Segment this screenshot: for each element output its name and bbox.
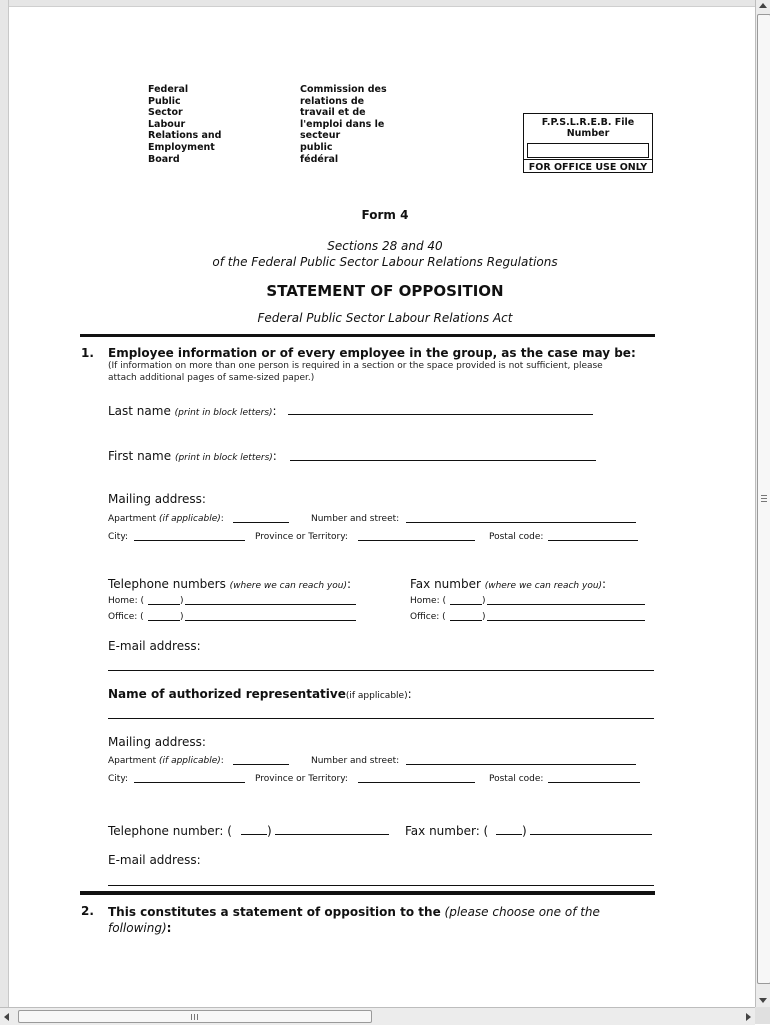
office-fax-field[interactable] bbox=[487, 610, 645, 621]
rep-city-field[interactable] bbox=[134, 771, 245, 783]
colon: : bbox=[272, 404, 277, 418]
regulations-reference: of the Federal Public Sector Labour Relations Regulations bbox=[212, 255, 558, 269]
paren-close: ) bbox=[180, 596, 184, 606]
note-line: (If information on more than one person is required in a section or the space provided is not sufficient, please bbox=[108, 361, 603, 371]
section-1-heading: Employee information or of every employee in the group, as the case may be: bbox=[108, 346, 636, 360]
vertical-scrollbar[interactable] bbox=[755, 0, 770, 1007]
board-name-english bbox=[148, 84, 221, 165]
section-1-note bbox=[108, 360, 603, 384]
rep-street-field[interactable] bbox=[406, 753, 636, 765]
header-line: secteur bbox=[300, 130, 341, 142]
file-number-label bbox=[524, 117, 652, 139]
rep-email-label: E-mail address: bbox=[108, 853, 201, 867]
rep-postal-code-label: Postal code: bbox=[489, 774, 544, 784]
last-name-label bbox=[108, 404, 277, 418]
section-2-text bbox=[108, 904, 628, 936]
first-name-label bbox=[108, 449, 277, 463]
where-reach-hint: (where we can reach you) bbox=[229, 581, 347, 591]
file-number-box bbox=[523, 113, 653, 173]
paren-close: ) bbox=[267, 824, 272, 838]
if-applicable-hint: (if applicable) bbox=[159, 514, 221, 524]
rep-street-label: Number and street: bbox=[311, 756, 400, 766]
last-name-text: Last name bbox=[108, 404, 171, 418]
header-line: fédéral bbox=[300, 153, 339, 165]
home-fax-field[interactable] bbox=[487, 594, 645, 605]
province-label: Province or Territory: bbox=[255, 532, 348, 542]
email-label: E-mail address: bbox=[108, 639, 201, 653]
header-line: Labour bbox=[148, 118, 186, 130]
colon: : bbox=[166, 921, 172, 935]
rep-telephone-label: Telephone number: ( bbox=[108, 824, 232, 838]
scroll-right-arrow-icon[interactable] bbox=[746, 1013, 751, 1021]
postal-code-field[interactable] bbox=[548, 529, 638, 541]
mailing-address-label: Mailing address: bbox=[108, 492, 206, 506]
file-number-label-line: Number bbox=[566, 128, 610, 139]
header-line: public bbox=[300, 141, 333, 153]
file-number-field[interactable] bbox=[527, 143, 649, 158]
home-phone-label: Home: ( bbox=[108, 596, 144, 606]
section-divider bbox=[80, 334, 655, 337]
header-line: Employment bbox=[148, 141, 215, 153]
note-line: attach additional pages of same-sized paper.) bbox=[108, 373, 315, 383]
street-field[interactable] bbox=[406, 511, 636, 523]
page-top-edge bbox=[0, 0, 755, 7]
scroll-left-arrow-icon[interactable] bbox=[4, 1013, 9, 1021]
page-left-edge bbox=[0, 0, 9, 1007]
rep-fax-area-code-field[interactable] bbox=[496, 822, 522, 835]
rep-province-label: Province or Territory: bbox=[255, 774, 348, 784]
header-line: Board bbox=[148, 153, 180, 165]
colon: : bbox=[407, 687, 412, 701]
home-fax-area-code-field[interactable] bbox=[450, 594, 482, 605]
authorized-representative-label bbox=[108, 687, 412, 701]
grip-icon bbox=[191, 1014, 192, 1020]
section-1-number: 1. bbox=[81, 346, 94, 360]
office-phone-area-code-field[interactable] bbox=[148, 610, 180, 621]
section-2-italic-text: (please choose one of the bbox=[444, 905, 600, 919]
if-applicable-hint: (if applicable) bbox=[345, 691, 408, 701]
header-line: Relations and bbox=[148, 130, 222, 142]
header-line: relations de bbox=[300, 95, 365, 107]
rep-fax-label: Fax number: ( bbox=[405, 824, 489, 838]
apartment-label bbox=[108, 514, 224, 524]
sections-reference: Sections 28 and 40 bbox=[327, 239, 443, 253]
rep-city-label: City: bbox=[108, 774, 129, 784]
authorized-representative-field[interactable] bbox=[108, 708, 654, 719]
city-label: City: bbox=[108, 532, 129, 542]
rep-telephone-area-code-field[interactable] bbox=[241, 822, 267, 835]
section-2-bold-text: This constitutes a statement of opposition to the bbox=[108, 905, 441, 919]
colon: : bbox=[220, 514, 224, 524]
office-use-label: FOR OFFICE USE ONLY bbox=[524, 159, 652, 173]
first-name-field[interactable] bbox=[290, 448, 596, 461]
section-2-number: 2. bbox=[81, 904, 94, 918]
home-phone-area-code-field[interactable] bbox=[148, 594, 180, 605]
act-name: Federal Public Sector Labour Relations Act bbox=[257, 311, 513, 325]
rep-mailing-address-label: Mailing address: bbox=[108, 735, 206, 749]
last-name-field[interactable] bbox=[288, 402, 593, 415]
fax-number-label bbox=[410, 577, 606, 591]
home-fax-label: Home: ( bbox=[410, 596, 446, 606]
paren-close: ) bbox=[180, 612, 184, 622]
scrollbar-corner bbox=[755, 1007, 770, 1024]
grip-icon bbox=[761, 495, 767, 496]
header-line: l'emploi dans le bbox=[300, 118, 385, 130]
paren-close: ) bbox=[482, 612, 486, 622]
authorized-rep-text: Name of authorized representative bbox=[108, 687, 346, 701]
colon: : bbox=[346, 577, 352, 591]
colon: : bbox=[220, 756, 224, 766]
horizontal-scroll-thumb[interactable] bbox=[18, 1010, 372, 1023]
office-phone-field[interactable] bbox=[185, 610, 356, 621]
office-fax-area-code-field[interactable] bbox=[450, 610, 482, 621]
first-name-text: First name bbox=[108, 449, 172, 463]
header-line: travail et de bbox=[300, 107, 366, 119]
office-fax-label: Office: ( bbox=[410, 612, 446, 622]
where-reach-hint: (where we can reach you) bbox=[484, 581, 603, 591]
telephone-numbers-label bbox=[108, 577, 351, 591]
file-number-label-line: F.P.S.L.R.E.B. File bbox=[541, 117, 635, 128]
city-field[interactable] bbox=[134, 529, 245, 541]
header-line: Federal bbox=[148, 84, 189, 95]
office-phone-label: Office: ( bbox=[108, 612, 144, 622]
email-field[interactable] bbox=[108, 660, 654, 671]
scroll-up-arrow-icon[interactable] bbox=[759, 3, 767, 8]
apartment-field[interactable] bbox=[233, 511, 289, 523]
home-phone-field[interactable] bbox=[185, 594, 356, 605]
province-field[interactable] bbox=[358, 529, 475, 541]
rep-postal-code-field[interactable] bbox=[548, 771, 640, 783]
header-line: Commission des bbox=[300, 84, 387, 95]
scroll-down-arrow-icon[interactable] bbox=[759, 998, 767, 1003]
rep-province-field[interactable] bbox=[358, 771, 475, 783]
fax-text: Fax number bbox=[410, 577, 481, 591]
postal-code-label: Postal code: bbox=[489, 532, 544, 542]
section-divider bbox=[80, 891, 655, 895]
paren-close: ) bbox=[482, 596, 486, 606]
rep-telephone-field[interactable] bbox=[275, 822, 389, 835]
board-name-french bbox=[300, 84, 387, 165]
apartment-text: Apartment bbox=[108, 514, 157, 524]
telephone-text: Telephone numbers bbox=[108, 577, 226, 591]
apartment-text: Apartment bbox=[108, 756, 157, 766]
section-2-italic-text: following) bbox=[108, 921, 167, 935]
header-line: Public bbox=[148, 95, 181, 107]
page-title: STATEMENT OF OPPOSITION bbox=[266, 282, 504, 300]
block-letters-hint: (print in block letters) bbox=[174, 408, 273, 418]
paren-close: ) bbox=[522, 824, 527, 838]
block-letters-hint: (print in block letters) bbox=[174, 453, 273, 463]
if-applicable-hint: (if applicable) bbox=[159, 756, 221, 766]
horizontal-scrollbar[interactable] bbox=[0, 1007, 755, 1025]
rep-email-field[interactable] bbox=[108, 875, 654, 886]
rep-apartment-field[interactable] bbox=[233, 753, 289, 765]
colon: : bbox=[602, 577, 607, 591]
street-label: Number and street: bbox=[311, 514, 400, 524]
vertical-scroll-thumb[interactable] bbox=[757, 14, 770, 984]
rep-fax-field[interactable] bbox=[530, 822, 652, 835]
form-number: Form 4 bbox=[361, 208, 409, 222]
colon: : bbox=[272, 449, 277, 463]
header-line: Sector bbox=[148, 107, 183, 119]
rep-apartment-label bbox=[108, 756, 224, 766]
